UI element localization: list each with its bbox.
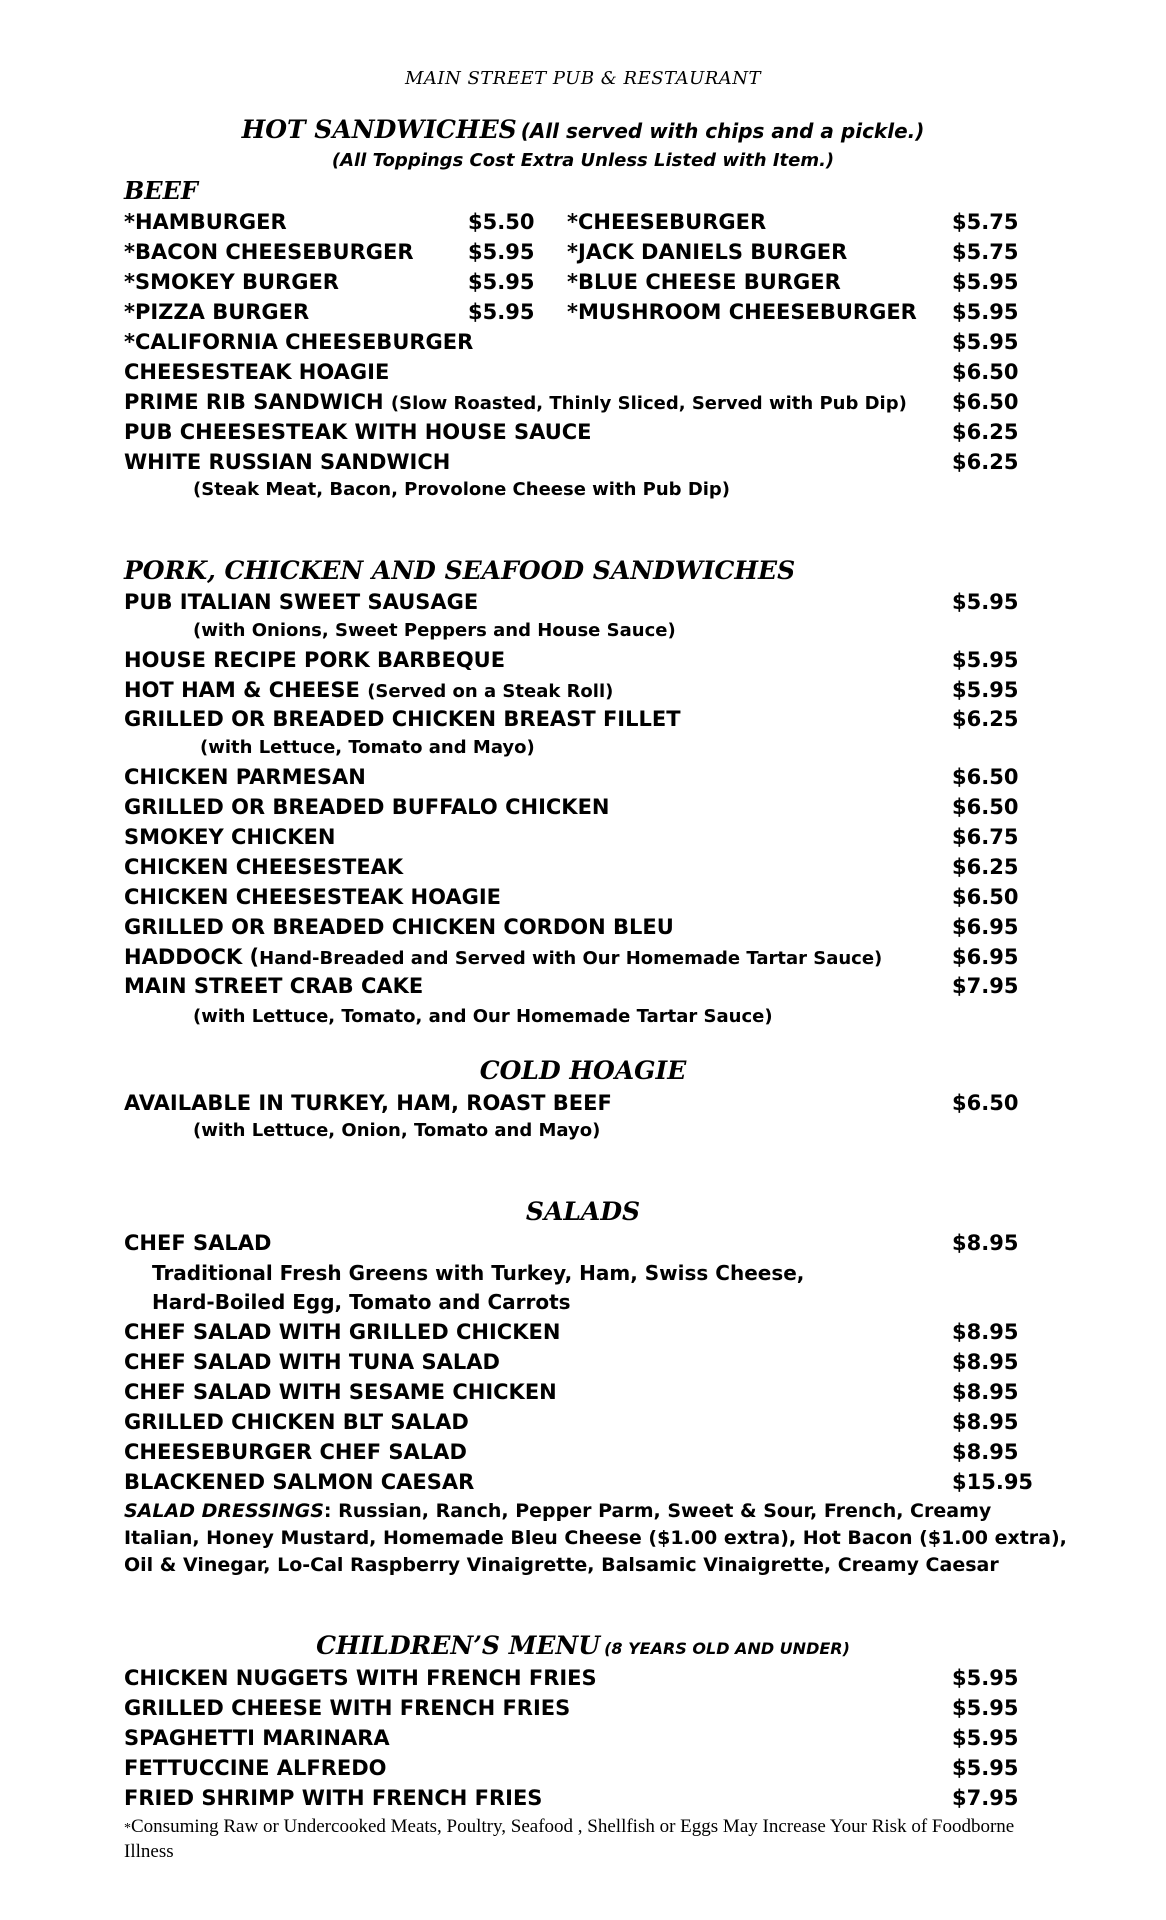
item-price: $8.95 xyxy=(952,1231,1019,1255)
menu-item xyxy=(124,1089,1024,1117)
salad-dressings-label: SALAD DRESSINGS xyxy=(124,1500,324,1522)
item-note: (Served on a Steak Roll) xyxy=(367,681,614,702)
item-name: *BLUE CHEESE BURGER xyxy=(567,270,841,294)
item-name: *HAMBURGER xyxy=(124,210,287,234)
item-name: *CALIFORNIA CHEESEBURGER xyxy=(124,330,474,354)
menu-item xyxy=(124,763,1024,791)
item-price: $5.95 xyxy=(952,1756,1019,1780)
menu-item xyxy=(124,943,1024,971)
menu-item-pair xyxy=(124,268,1024,296)
menu-item xyxy=(124,328,1024,356)
item-name: *JACK DANIELS BURGER xyxy=(567,240,848,264)
item-name: MAIN STREET CRAB CAKE xyxy=(124,974,424,998)
item-description: Hard-Boiled Egg, Tomato and Carrots xyxy=(152,1290,571,1314)
item-description: (with Lettuce, Tomato and Mayo) xyxy=(200,737,535,758)
item-price: $8.95 xyxy=(952,1440,1019,1464)
item-name: CHICKEN NUGGETS WITH FRENCH FRIES xyxy=(124,1666,597,1690)
item-name: CHICKEN CHEESESTEAK HOAGIE xyxy=(124,885,502,909)
beef-heading: BEEF xyxy=(124,176,198,205)
item-description: (with Lettuce, Onion, Tomato and Mayo) xyxy=(193,1120,601,1141)
item-price: $6.95 xyxy=(952,915,1019,939)
menu-item xyxy=(124,823,1024,851)
item-price: $5.95 xyxy=(952,648,1019,672)
item-name: GRILLED CHICKEN BLT SALAD xyxy=(124,1410,469,1434)
item-price: $6.50 xyxy=(952,390,1019,414)
item-name: SPAGHETTI MARINARA xyxy=(124,1726,390,1750)
item-name: CHEESEBURGER CHEF SALAD xyxy=(124,1440,467,1464)
item-name: CHICKEN CHEESESTEAK xyxy=(124,855,404,879)
item-note: Hand-Breaded and Served with Our Homemade Tartar Sauce) xyxy=(259,948,883,969)
item-price: $5.75 xyxy=(952,240,1019,264)
menu-item-pair xyxy=(124,238,1024,266)
item-price: $5.95 xyxy=(952,1666,1019,1690)
item-price: $5.95 xyxy=(952,590,1019,614)
item-name: PUB CHEESESTEAK WITH HOUSE SAUCE xyxy=(124,420,592,444)
salads-title: SALADS xyxy=(525,1197,641,1226)
item-name: HOT HAM & CHEESE xyxy=(124,678,360,702)
item-price: $8.95 xyxy=(952,1320,1019,1344)
item-name: AVAILABLE IN TURKEY, HAM, ROAST BEEF xyxy=(124,1091,612,1115)
menu-item xyxy=(124,705,1024,733)
menu-item xyxy=(124,1438,1024,1466)
item-name: *BACON CHEESEBURGER xyxy=(124,240,414,264)
menu-item xyxy=(124,1318,1024,1346)
item-name: FETTUCCINE ALFREDO xyxy=(124,1756,387,1780)
item-note: (Slow Roasted, Thinly Sliced, Served with Pub Dip) xyxy=(390,393,907,414)
item-price: $6.95 xyxy=(952,945,1019,969)
menu-item xyxy=(124,1784,1024,1812)
item-price: $7.95 xyxy=(952,1786,1019,1810)
food-safety-disclaimer xyxy=(124,1815,1044,1863)
item-price: $6.50 xyxy=(952,795,1019,819)
menu-item xyxy=(124,388,1024,416)
item-name: GRILLED CHEESE WITH FRENCH FRIES xyxy=(124,1696,571,1720)
salad-dressings-text: : Russian, Ranch, Pepper Parm, Sweet & Sour, French, Creamy xyxy=(323,1500,992,1522)
hot-sandwiches-header xyxy=(0,114,1166,146)
menu-item xyxy=(124,418,1024,446)
menu-item-pair xyxy=(124,208,1024,236)
menu-item xyxy=(124,588,1024,616)
item-name: FRIED SHRIMP WITH FRENCH FRIES xyxy=(124,1786,543,1810)
item-name: *SMOKEY BURGER xyxy=(124,270,339,294)
item-name: HOUSE RECIPE PORK BARBEQUE xyxy=(124,648,506,672)
item-price: $6.50 xyxy=(952,765,1019,789)
item-price: $5.95 xyxy=(468,240,535,264)
menu-item xyxy=(124,1468,1034,1496)
item-name: PUB ITALIAN SWEET SAUSAGE xyxy=(124,590,479,614)
pork-chicken-seafood-title: PORK, CHICKEN AND SEAFOOD SANDWICHES xyxy=(124,556,796,585)
item-price: $8.95 xyxy=(952,1410,1019,1434)
item-price: $5.95 xyxy=(952,270,1019,294)
toppings-note: (All Toppings Cost Extra Unless Listed with Item.) xyxy=(331,150,835,171)
menu-item xyxy=(124,358,1024,386)
menu-item xyxy=(124,676,1024,704)
item-price: $6.25 xyxy=(952,855,1019,879)
menu-item xyxy=(124,1229,1024,1257)
item-description: (Steak Meat, Bacon, Provolone Cheese with Pub Dip) xyxy=(193,479,731,500)
hot-sandwiches-title: HOT SANDWICHES xyxy=(241,115,517,144)
item-name: *PIZZA BURGER xyxy=(124,300,310,324)
item-price: $6.75 xyxy=(952,825,1019,849)
item-price: $6.25 xyxy=(952,420,1019,444)
menu-item xyxy=(124,793,1024,821)
item-price: $7.95 xyxy=(952,974,1019,998)
item-price: $15.95 xyxy=(952,1470,1034,1494)
item-price: $6.25 xyxy=(952,707,1019,731)
menu-item xyxy=(124,1664,1024,1692)
item-description: (with Lettuce, Tomato, and Our Homemade Tartar Sauce) xyxy=(193,1006,773,1027)
item-name-with-note xyxy=(124,388,907,418)
item-name: CHEESESTEAK HOAGIE xyxy=(124,360,390,384)
item-name-with-note xyxy=(124,943,882,973)
item-name: *CHEESEBURGER xyxy=(567,210,767,234)
item-price: $5.50 xyxy=(468,210,535,234)
menu-item xyxy=(124,646,1024,674)
item-name: CHICKEN PARMESAN xyxy=(124,765,366,789)
item-price: $5.75 xyxy=(952,210,1019,234)
item-name: CHEF SALAD WITH TUNA SALAD xyxy=(124,1350,500,1374)
item-price: $5.95 xyxy=(952,678,1019,702)
menu-item xyxy=(124,972,1024,1000)
item-price: $6.50 xyxy=(952,885,1019,909)
item-price: $8.95 xyxy=(952,1350,1019,1374)
item-name: CHEF SALAD xyxy=(124,1231,272,1255)
item-description: Traditional Fresh Greens with Turkey, Ham, Swiss Cheese, xyxy=(152,1261,805,1285)
menu-item xyxy=(124,1378,1024,1406)
item-price: $6.50 xyxy=(952,1091,1019,1115)
item-price: $5.95 xyxy=(468,300,535,324)
childrens-menu-note: (8 YEARS OLD AND UNDER) xyxy=(604,1639,850,1658)
item-price: $5.95 xyxy=(952,300,1019,324)
menu-item xyxy=(124,1408,1024,1436)
hot-sandwiches-note: (All served with chips and a pickle.) xyxy=(520,119,925,143)
item-name: SMOKEY CHICKEN xyxy=(124,825,336,849)
cold-hoagie-title: COLD HOAGIE xyxy=(479,1056,687,1085)
menu-item xyxy=(124,1694,1024,1722)
item-name: *MUSHROOM CHEESEBURGER xyxy=(567,300,917,324)
item-price: $5.95 xyxy=(952,1726,1019,1750)
item-name: GRILLED OR BREADED BUFFALO CHICKEN xyxy=(124,795,610,819)
item-price: $8.95 xyxy=(952,1380,1019,1404)
menu-item xyxy=(124,883,1024,911)
item-name: WHITE RUSSIAN SANDWICH xyxy=(124,450,451,474)
childrens-menu-header xyxy=(0,1630,1166,1662)
item-name: BLACKENED SALMON CAESAR xyxy=(124,1470,475,1494)
item-price: $5.95 xyxy=(468,270,535,294)
item-name: GRILLED OR BREADED CHICKEN CORDON BLEU xyxy=(124,915,674,939)
disclaimer-asterisk: * xyxy=(124,1821,131,1836)
item-description: (with Onions, Sweet Peppers and House Sauce) xyxy=(193,620,676,641)
item-name: CHEF SALAD WITH GRILLED CHICKEN xyxy=(124,1320,561,1344)
salad-dressings-line xyxy=(124,1498,991,1525)
item-price: $6.50 xyxy=(952,360,1019,384)
item-price: $6.25 xyxy=(952,450,1019,474)
item-name: CHEF SALAD WITH SESAME CHICKEN xyxy=(124,1380,557,1404)
restaurant-name: MAIN STREET PUB & RESTAURANT xyxy=(404,68,762,89)
menu-item xyxy=(124,448,1024,476)
menu-item xyxy=(124,1754,1024,1782)
item-name-with-note xyxy=(124,676,613,706)
item-price: $5.95 xyxy=(952,330,1019,354)
menu-item xyxy=(124,913,1024,941)
menu-item xyxy=(124,1724,1024,1752)
salad-dressings-line: Oil & Vinegar, Lo-Cal Raspberry Vinaigrette, Balsamic Vinaigrette, Creamy Caesar xyxy=(124,1554,999,1576)
item-price: $5.95 xyxy=(952,1696,1019,1720)
salad-dressings-line: Italian, Honey Mustard, Homemade Bleu Cheese ($1.00 extra), Hot Bacon ($1.00 extra), xyxy=(124,1527,1067,1549)
childrens-menu-title: CHILDREN’S MENU xyxy=(316,1631,601,1660)
item-name: HADDOCK ( xyxy=(124,945,260,969)
menu-item-pair xyxy=(124,298,1024,326)
item-name: PRIME RIB SANDWICH xyxy=(124,390,384,414)
menu-item xyxy=(124,1348,1024,1376)
menu-item xyxy=(124,853,1024,881)
disclaimer-text: Consuming Raw or Undercooked Meats, Poultry, Seafood , Shellfish or Eggs May Increase Your Risk of Foodborne Illness xyxy=(124,1816,1015,1862)
item-name: GRILLED OR BREADED CHICKEN BREAST FILLET xyxy=(124,707,681,731)
